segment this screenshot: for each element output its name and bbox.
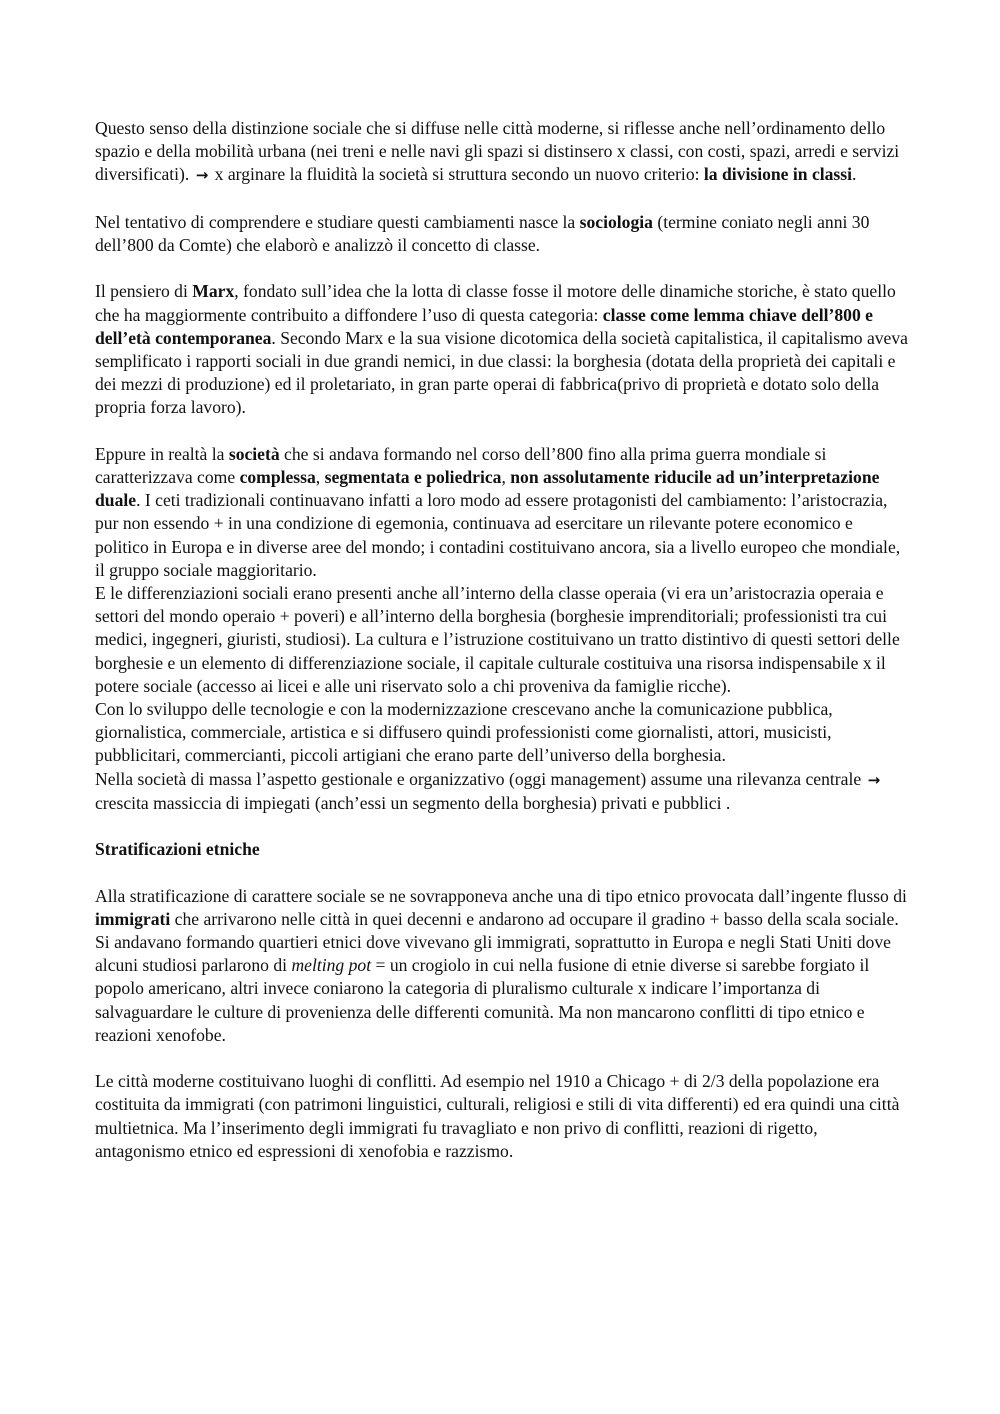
bold-text: sociologia [579, 211, 653, 232]
bold-text: la divisione in classi [703, 164, 853, 185]
document-page [95, 117, 910, 1186]
text: = un crogiolo in cui nella fusione di etnie diverse si sarebbe forgiato il popolo americano, altri invece coniarono la categoria di pluralismo culturale x indicare l’importanza di salvaguardare le culture di provenienza delle differenti comunità. Ma non mancarono conflitti di tipo etnico e reazioni xenofobe. [95, 955, 870, 1045]
text: crescita massiccia di impiegati (anch’essi un segmento della borghesia) privati e pubblici . [95, 792, 731, 813]
paragraph-sociology [95, 211, 910, 257]
bold-text: società [228, 443, 280, 464]
text: . [852, 164, 857, 185]
text: Questo senso della distinzione sociale che si diffuse nelle città moderne, si riflesse anche nell’ordinamento dello spazio e della mobilità urbana (nei treni e nelle navi gli spazi si distinsero x classi, con costi, spazi, arredi e servizi diversificati). [95, 118, 900, 185]
paragraph-technology: Con lo sviluppo delle tecnologie e con la modernizzazione crescevano anche la comunicazione pubblica, giornalistica, commerciale, artistica e si diffusero quindi professionisti come giornalisti, attori, musicisti, pubblicitari, commercianti, piccoli artigiani che erano parte dell’universo della borghesia. [95, 699, 833, 766]
paragraph-mass-society [95, 768, 910, 815]
section-heading: Stratificazioni etniche [95, 839, 260, 860]
text: . Secondo Marx e la sua visione dicotomica della società capitalistica, il capitalismo aveva semplificato i rapporti sociali in due grandi nemici, in due classi: la borghesia (dotata della proprietà dei capitali e dei mezzi di produzione) ed il proletariato, in gran parte operai di fabbrica(privo di proprietà e dotato solo della propria forza lavoro). [95, 327, 908, 418]
paragraph-chicago: Le città moderne costituivano luoghi di conflitti. Ad esempio nel 1910 a Chicago + di 2/3 della popolazione era costituita da immigrati (con patrimoni linguistici, culturali, religiosi e stili di vita differenti) ed era quindi una città multietnica. Ma l’inserimento degli immigrati fu travagliato e non privo di conflitti, reazioni di rigetto, antagonismo etnico ed espressioni di xenofobia e razzismo. [95, 1071, 900, 1161]
paragraph-ethnic-stratification [95, 885, 910, 1047]
arrow-right-icon: → [195, 166, 209, 185]
text: che arrivarono nelle città in quei decenni e andarono ad occupare il gradino + basso della scala sociale. Si andavano formando quartieri etnici dove vivevano gli immigrati, soprattutto in Europa e negli Stati Uniti dove alcuni studiosi parlarono di [95, 908, 899, 976]
bold-text: immigrati [95, 908, 171, 929]
bold-text: classe come lemma chiave dell’800 e dell’età contemporanea [95, 304, 873, 348]
text: Eppure in realtà la [95, 443, 229, 464]
paragraph-social-differentiation: E le differenziazioni sociali erano presenti anche all’interno della classe operaia (vi era un’aristocrazia operaia e settori del mondo operaio + poveri) e all’interno della borghesia (borghesie imprenditoriali; professionisti tra cui medici, ingegneri, giuristi, studiosi). La cultura e l’istruzione costituivano un tratto distintivo di questi settori delle borghesie e un elemento di differenziazione sociale, il capitale culturale costituiva una risorsa indispensabile x il potere sociale (accesso ai licei e alle uni riservato solo a chi proveniva da famiglie ricche). [95, 583, 900, 696]
text: Il pensiero di [95, 281, 193, 302]
text: , [501, 467, 511, 487]
paragraph-marx [95, 280, 910, 419]
text: , [315, 467, 325, 487]
bold-text: Marx [192, 281, 235, 302]
paragraph-class-distinction [95, 117, 910, 188]
paragraph-complex-society [95, 443, 910, 582]
text: (termine coniato negli anni 30 dell’800 da Comte) che elaborò e analizzò il concetto di classe. [95, 211, 870, 255]
text: . I ceti tradizionali continuavano infatti a loro modo ad essere protagonisti del cambiamento: l’aristocrazia, pur non essendo + in una condizione di egemonia, continuava ad esercitare un rilevante potere economico e politico in Europa e in diverse aree del mondo; i contadini costituivano ancora, sia a livello europeo che mondiale, il gruppo sociale maggioritario. [95, 490, 901, 580]
italic-text: melting pot [291, 955, 372, 976]
arrow-right-icon: → [867, 770, 881, 789]
text: che si andava formando nel corso dell’800 fino alla prima guerra mondiale si caratterizzava come [95, 443, 827, 487]
text: x arginare la fluidità la società si struttura secondo un nuovo criterio: [210, 164, 704, 185]
text: Nel tentativo di comprendere e studiare questi cambiamenti nasce la [95, 211, 580, 232]
text: Alla stratificazione di carattere sociale se ne sovrapponeva anche una di tipo etnico provocata dall’ingente flusso di [95, 885, 907, 906]
bold-text: non assolutamente riducile ad un’interpretazione duale [95, 467, 880, 511]
bold-text: complessa [239, 467, 316, 487]
bold-text: segmentata e poliedrica [324, 467, 502, 487]
text: , fondato sull’idea che la lotta di classe fosse il motore delle dinamiche storiche, è stato quello che ha maggiormente contribuito a diffondere l’uso di questa categoria: [95, 281, 896, 325]
text: Nella società di massa l’aspetto gestionale e organizzativo (oggi management) assume una rilevanza centrale [95, 768, 866, 789]
